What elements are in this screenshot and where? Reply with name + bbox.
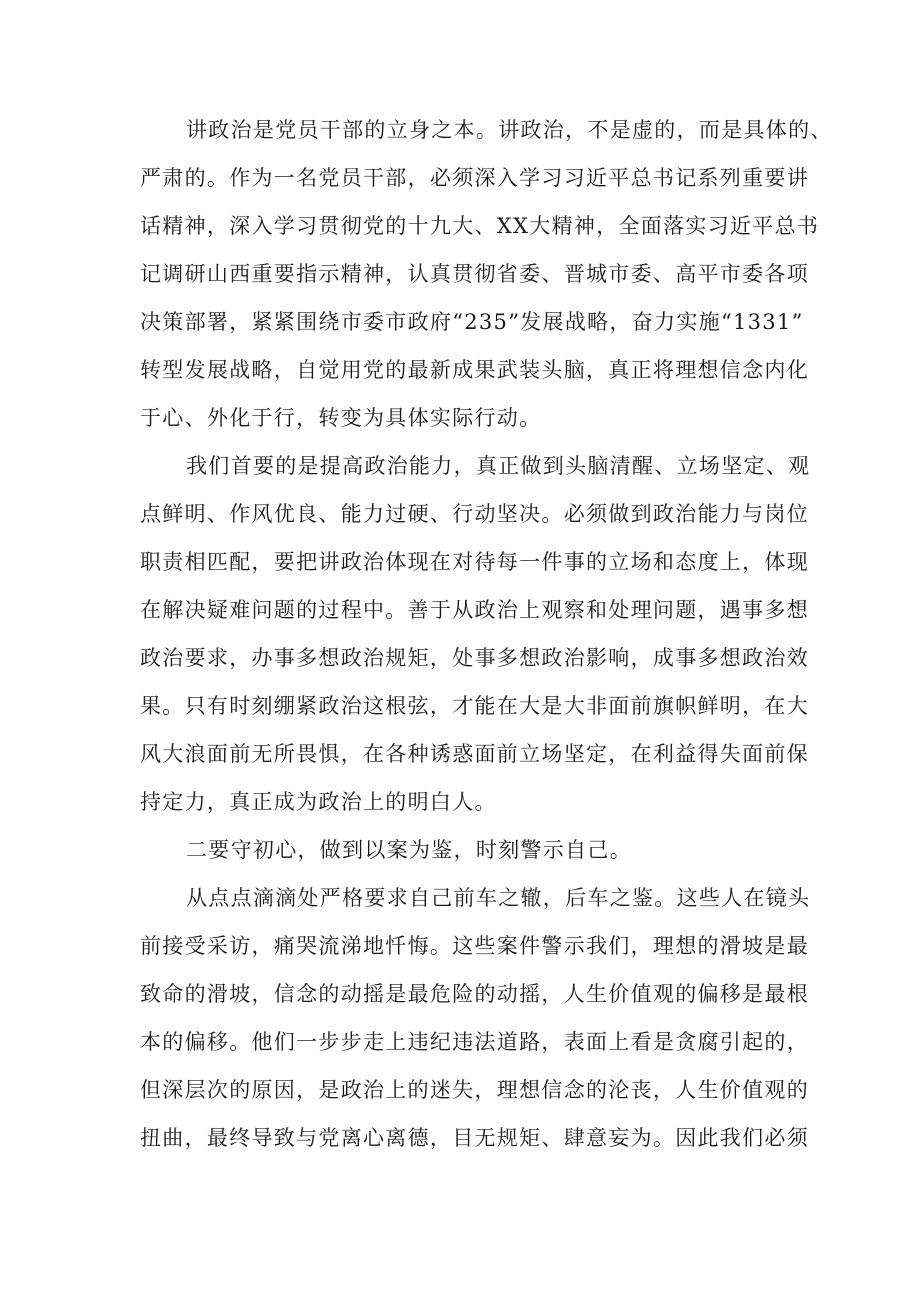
paragraph-line: 从点点滴滴处严格要求自己前车之辙，后车之鉴。这些人在镜头	[186, 886, 811, 910]
paragraph-line: 讲政治是党员干部的立身之本。讲政治，不是虚的，而是具体的、	[186, 118, 833, 142]
section-heading: 二要守初心，做到以案为鉴，时刻警示自己。	[186, 838, 632, 862]
paragraph-line: 前接受采访，痛哭流涕地忏悔。这些案件警示我们，理想的滑坡是最	[140, 934, 809, 958]
paragraph-line: 决策部署，紧紧围绕市委市政府“235”发展战略，奋力实施“1331”	[140, 310, 804, 334]
paragraph-line: 点鲜明、作风优良、能力过硬、行动坚决。必须做到政治能力与岗位	[140, 502, 809, 526]
paragraph-line: 职责相匹配，要把讲政治体现在对待每一件事的立场和态度上，体现	[140, 550, 809, 574]
paragraph-line: 风大浪面前无所畏惧，在各种诱惑面前立场坚定，在利益得失面前保	[140, 742, 809, 766]
paragraph-line: 严肃的。作为一名党员干部，必须深入学习习近平总书记系列重要讲	[140, 166, 809, 190]
paragraph-line: 于心、外化于行，转变为具体实际行动。	[140, 406, 542, 430]
paragraph-line: 扭曲，最终导致与党离心离德，目无规矩、肆意妄为。因此我们必须	[140, 1126, 809, 1150]
paragraph-line: 本的偏移。他们一步步走上违纪违法道路，表面上看是贪腐引起的，	[140, 1030, 809, 1054]
paragraph-line: 转型发展战略，自觉用党的最新成果武装头脑，真正将理想信念内化	[140, 358, 809, 382]
paragraph-line: 果。只有时刻绷紧政治这根弦，才能在大是大非面前旗帜鲜明，在大	[140, 694, 809, 718]
paragraph-line: 政治要求，办事多想政治规矩，处事多想政治影响，成事多想政治效	[140, 646, 809, 670]
paragraph-line: 持定力，真正成为政治上的明白人。	[140, 790, 497, 814]
paragraph-line: 致命的滑坡，信念的动摇是最危险的动摇，人生价值观的偏移是最根	[140, 982, 809, 1006]
paragraph-line: 话精神，深入学习贯彻党的十九大、XX大精神，全面落实习近平总书	[140, 214, 820, 238]
paragraph-line: 但深层次的原因，是政治上的迷失，理想信念的沦丧，人生价值观的	[140, 1078, 809, 1102]
paragraph-line: 我们首要的是提高政治能力，真正做到头脑清醒、立场坚定、观	[186, 454, 811, 478]
paragraph-line: 在解决疑难问题的过程中。善于从政治上观察和处理问题，遇事多想	[140, 598, 809, 622]
paragraph-line: 记调研山西重要指示精神，认真贯彻省委、晋城市委、高平市委各项	[140, 262, 809, 286]
